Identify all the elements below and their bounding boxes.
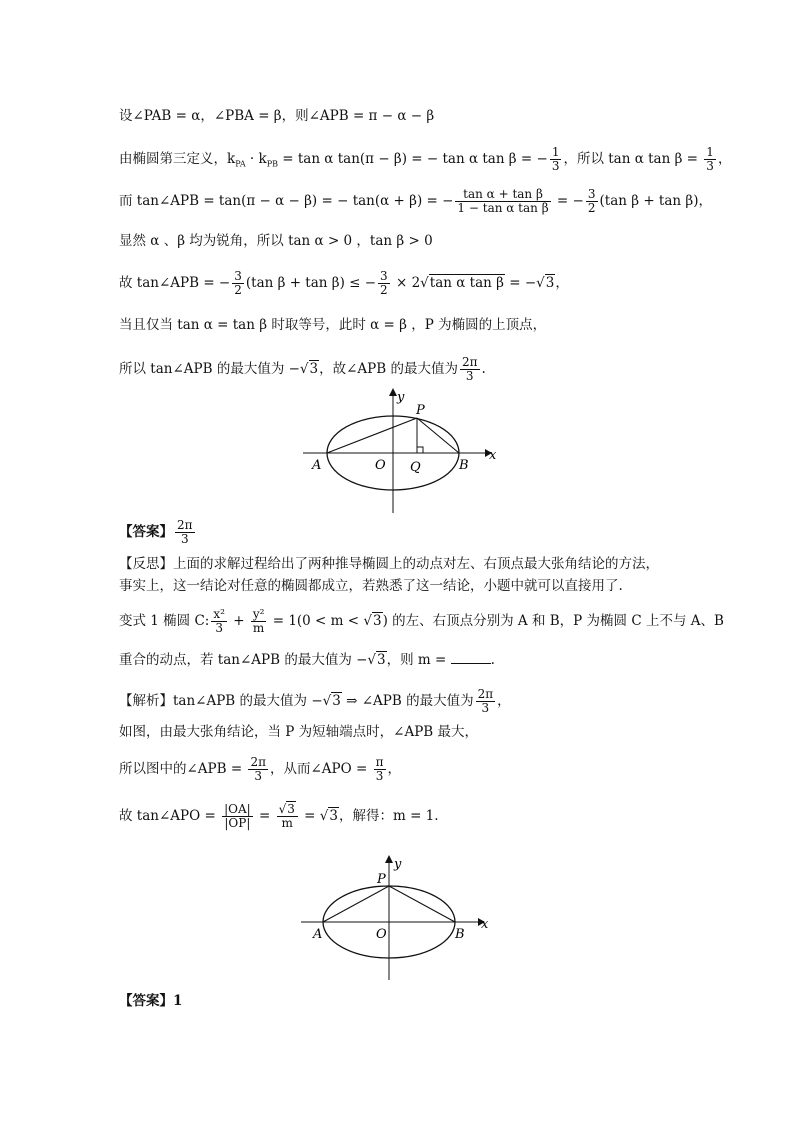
label-O-1: O bbox=[375, 458, 386, 473]
analysis-line-3: 所以图中的∠APB = $\frac{2\pi}{3}$ ，从而∠APO = $\frac{\pi}{3}$ ， bbox=[119, 755, 401, 783]
fraction-tan-sum: $\frac{\text{tan α + tan β}}{\text{1 − tan α tan β}}$ bbox=[457, 187, 549, 215]
reflection-line-2: 事实上，这一结论对任意的椭圆都成立，若熟悉了这一结论，小题中就可以直接用了. bbox=[119, 578, 623, 594]
solution-line-6: 当且仅当 tan α = tan β 时取等号，此时 α = β ，P 为椭圆的上顶点， bbox=[119, 317, 547, 333]
label-Q-1: Q bbox=[410, 460, 421, 475]
answer-1: 【答案】 $\frac{2\pi}{3}$ bbox=[119, 518, 193, 546]
variant-1-line-2: 重合的动点，若 tan∠APB 的最大值为 −√3，则 m = . bbox=[119, 652, 495, 668]
solution-line-3: 而 tan∠APB = tan(π − α − β) = − tan(α + β) = − $\frac{\text{tan α + tan β}}{\text{1 − tan α tan β}}$ = − $\frac{3}{2}$ (tan β + tan β)， bbox=[119, 187, 712, 215]
fraction-2pi-3-c: $\frac{2\pi}{3}$ bbox=[250, 755, 266, 783]
label-x-2: x bbox=[481, 917, 489, 932]
fraction-x2-3: $\frac{\text{x²}}{3}$ bbox=[213, 607, 225, 635]
label-A-2: A bbox=[313, 927, 323, 942]
solution-line-5: 故 tan∠APB = − $\frac{3}{2}$ (tan β + tan β) ≤ − $\frac{3}{2}$ × 2√tan α tan β = −√3， bbox=[119, 269, 569, 297]
analysis-line-4: 故 tan∠APO = $\frac{|OA|}{|OP|}$ = $\frac{√3}{m}$ = √3，解得：m = 1. bbox=[119, 802, 439, 830]
fraction-pi-3: $\frac{\pi}{3}$ bbox=[375, 755, 384, 783]
solution-line-2: 由椭圆第三定义，$k_{PA} \cdot k_{PB} = \tan \alpha$ tan(π − β) = − tan α tan β = − $\frac{1}{3}$ ，所以 tan α tan β = $\frac{1}{3}$ ， bbox=[119, 145, 732, 173]
label-x-1: x bbox=[489, 448, 497, 463]
reflection-line-1: 【反思】上面的求解过程给出了两种推导椭圆上的动点对左、右顶点最大张角结论的方法， bbox=[119, 556, 659, 572]
label-P-1: P bbox=[416, 403, 425, 418]
ellipse-figure-2 bbox=[295, 852, 495, 982]
fraction-3-2: $\frac{3}{2}$ bbox=[587, 187, 596, 215]
fraction-2pi-3: $\frac{2\pi}{3}$ bbox=[461, 355, 478, 383]
right-angle-mark bbox=[417, 447, 423, 453]
fraction-3-2-a: $\frac{3}{2}$ bbox=[234, 269, 242, 297]
label-y-2: y bbox=[394, 857, 402, 872]
fraction-y2-m: $\frac{\text{y²}}{m}$ bbox=[252, 607, 265, 635]
y-axis-arrow-2 bbox=[385, 855, 393, 863]
label-B-1: B bbox=[459, 458, 469, 473]
fraction-2pi-3-answer: $\frac{2\pi}{3}$ bbox=[177, 518, 193, 546]
fraction-1-3: $\frac{1}{3}$ bbox=[551, 145, 560, 173]
analysis-line-2: 如图，由最大张角结论，当 P 为短轴端点时，∠APB 最大， bbox=[119, 724, 479, 740]
answer-2: 【答案】1 bbox=[119, 993, 183, 1009]
segment-AP bbox=[327, 418, 417, 453]
fraction-1-3-b: $\frac{1}{3}$ bbox=[706, 145, 714, 173]
variant-1-line-1: 变式 1 椭圆 C: $\frac{\text{x²}}{3}$ + $\frac{\text{y²}}{m}$ = 1(0 < m < √3) 的左、右顶点分别为 A 和 B，P 为椭圆 C 上不与 A、B bbox=[119, 607, 724, 635]
solution-line-7: 所以 tan∠APB 的最大值为 −√3，故∠APB 的最大值为 $\frac{2\pi}{3}$ . bbox=[119, 355, 486, 383]
fraction-2pi-3-b: $\frac{2\pi}{3}$ bbox=[477, 687, 494, 715]
label-A-1: A bbox=[312, 458, 322, 473]
fraction-3-2-b: $\frac{3}{2}$ bbox=[380, 269, 388, 297]
ellipse-figure-1 bbox=[295, 385, 505, 515]
solution-line-1: 设∠PAB = α，∠PBA = β，则∠APB = π − α − β bbox=[119, 108, 435, 124]
analysis-line-1: 【解析】tan∠APB 的最大值为 −√3 ⇒ ∠APB 的最大值为 $\frac{2\pi}{3}$ ， bbox=[119, 687, 511, 715]
label-B-2: B bbox=[455, 927, 465, 942]
label-y-1: y bbox=[397, 390, 405, 405]
fraction-OA-OP: $\frac{|OA|}{|OP|}$ bbox=[224, 802, 251, 830]
label-P-2: P bbox=[377, 872, 386, 887]
label-O-2: O bbox=[376, 927, 387, 942]
solution-line-4: 显然 α 、β 均为锐角，所以 tan α > 0 ，tan β > 0 bbox=[119, 233, 433, 249]
y-axis-arrow-1 bbox=[389, 388, 397, 396]
answer-blank bbox=[451, 651, 491, 664]
fraction-sqrt3-m: $\frac{√3}{m}$ bbox=[277, 803, 298, 830]
